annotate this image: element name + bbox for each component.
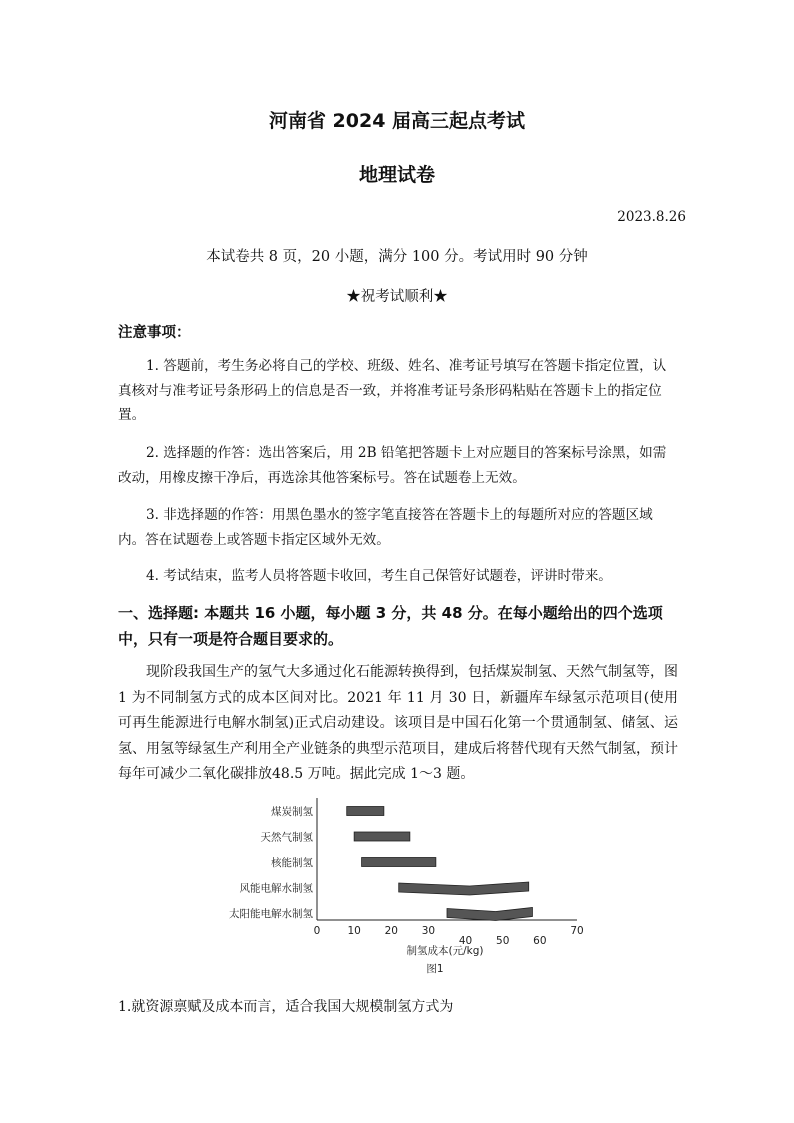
- cost-range-bar: [399, 882, 529, 895]
- notice-item-3: 3. 非选择题的作答：用黑色墨水的签字笔直接答在答题卡上的每题所对应的答题区域内。答在试题卷上或答题卡指定区域外无效。: [118, 507, 653, 548]
- notice-item-2: 2. 选择题的作答：选出答案后，用 2B 铅笔把答题卡上对应题目的答案标号涂黑，如需改动，用橡皮擦干净后，再选涂其他答案标号。答在试题卷上无效。: [118, 445, 667, 486]
- category-label: 风能电解水制氢: [239, 882, 313, 895]
- x-axis-label: 制氢成本(元/kg): [406, 945, 484, 957]
- exam-title: 河南省 2024 届高三起点考试: [268, 110, 526, 132]
- category-label: 煤炭制氢: [271, 806, 313, 818]
- notice-heading: 注意事项：: [118, 325, 191, 341]
- exam-date: 2023.8.26: [617, 209, 686, 225]
- x-tick-label: 20: [384, 925, 398, 937]
- cost-range-bar: [347, 807, 384, 816]
- x-tick-label: 50: [496, 935, 510, 947]
- x-tick-label: 10: [347, 925, 361, 937]
- x-tick-label: 60: [533, 935, 547, 947]
- notice-item-4: 4. 考试结束，监考人员将答题卡收回，考生自己保管好试题卷，评讲时带来。: [146, 568, 612, 584]
- notice-item-1: 1. 答题前，考生务必将自己的学校、班级、姓名、准考证号填写在答题卡指定位置，认真核对与准考证号条形码上的信息是否一致，并将准考证号条形码粘贴在答题卡上的指定位置。: [118, 358, 667, 423]
- cost-range-bar: [447, 908, 532, 921]
- figure-caption: 图1: [426, 963, 444, 974]
- category-label: 天然气制氢: [260, 831, 313, 844]
- category-label: 太阳能电解水制氢: [229, 908, 313, 920]
- exam-info: 本试卷共 8 页，20 小题，满分 100 分。考试用时 90 分钟: [206, 249, 588, 265]
- x-tick-label: 0: [313, 925, 321, 937]
- cost-range-chart: [215, 796, 595, 974]
- cost-range-bar: [354, 832, 410, 841]
- x-tick-label: 70: [570, 925, 584, 937]
- cost-range-bar: [362, 858, 436, 867]
- question-1: 1.就资源禀赋及成本而言，适合我国大规模制氢方式为: [118, 999, 454, 1015]
- subject-title: 地理试卷: [358, 164, 435, 186]
- category-label: 核能制氢: [271, 857, 313, 869]
- x-tick-label: 30: [421, 925, 436, 937]
- x-tick-label: 40: [458, 935, 473, 947]
- section-heading: 一、选择题: 本题共 16 小题，每小题 3 分，共 48 分。在每小题给出的四个选项中，只有一项是符合题目要求的。: [118, 604, 663, 648]
- good-luck-line: ★祝考试顺利★: [346, 289, 448, 305]
- section-intro: 现阶段我国生产的氢气大多通过化石能源转换得到，包括煤炭制氢、天然气制氢等，图 1 为不同制氢方式的成本区间对比。2021 年 11 月 30 日，新疆库车绿氢示范项目(使用可再生能源进行电解水制氢)正式启动建设。该项目是中国石化第一个贯通制氢、储氢、运氢、用氢等绿氢生产利用全产业链条的典型示范项目，建成后将替代现有天然气制氢，预计每年可减少二氧化碳排放48.5 万吨。据此完成 1～3 题。: [118, 664, 678, 782]
